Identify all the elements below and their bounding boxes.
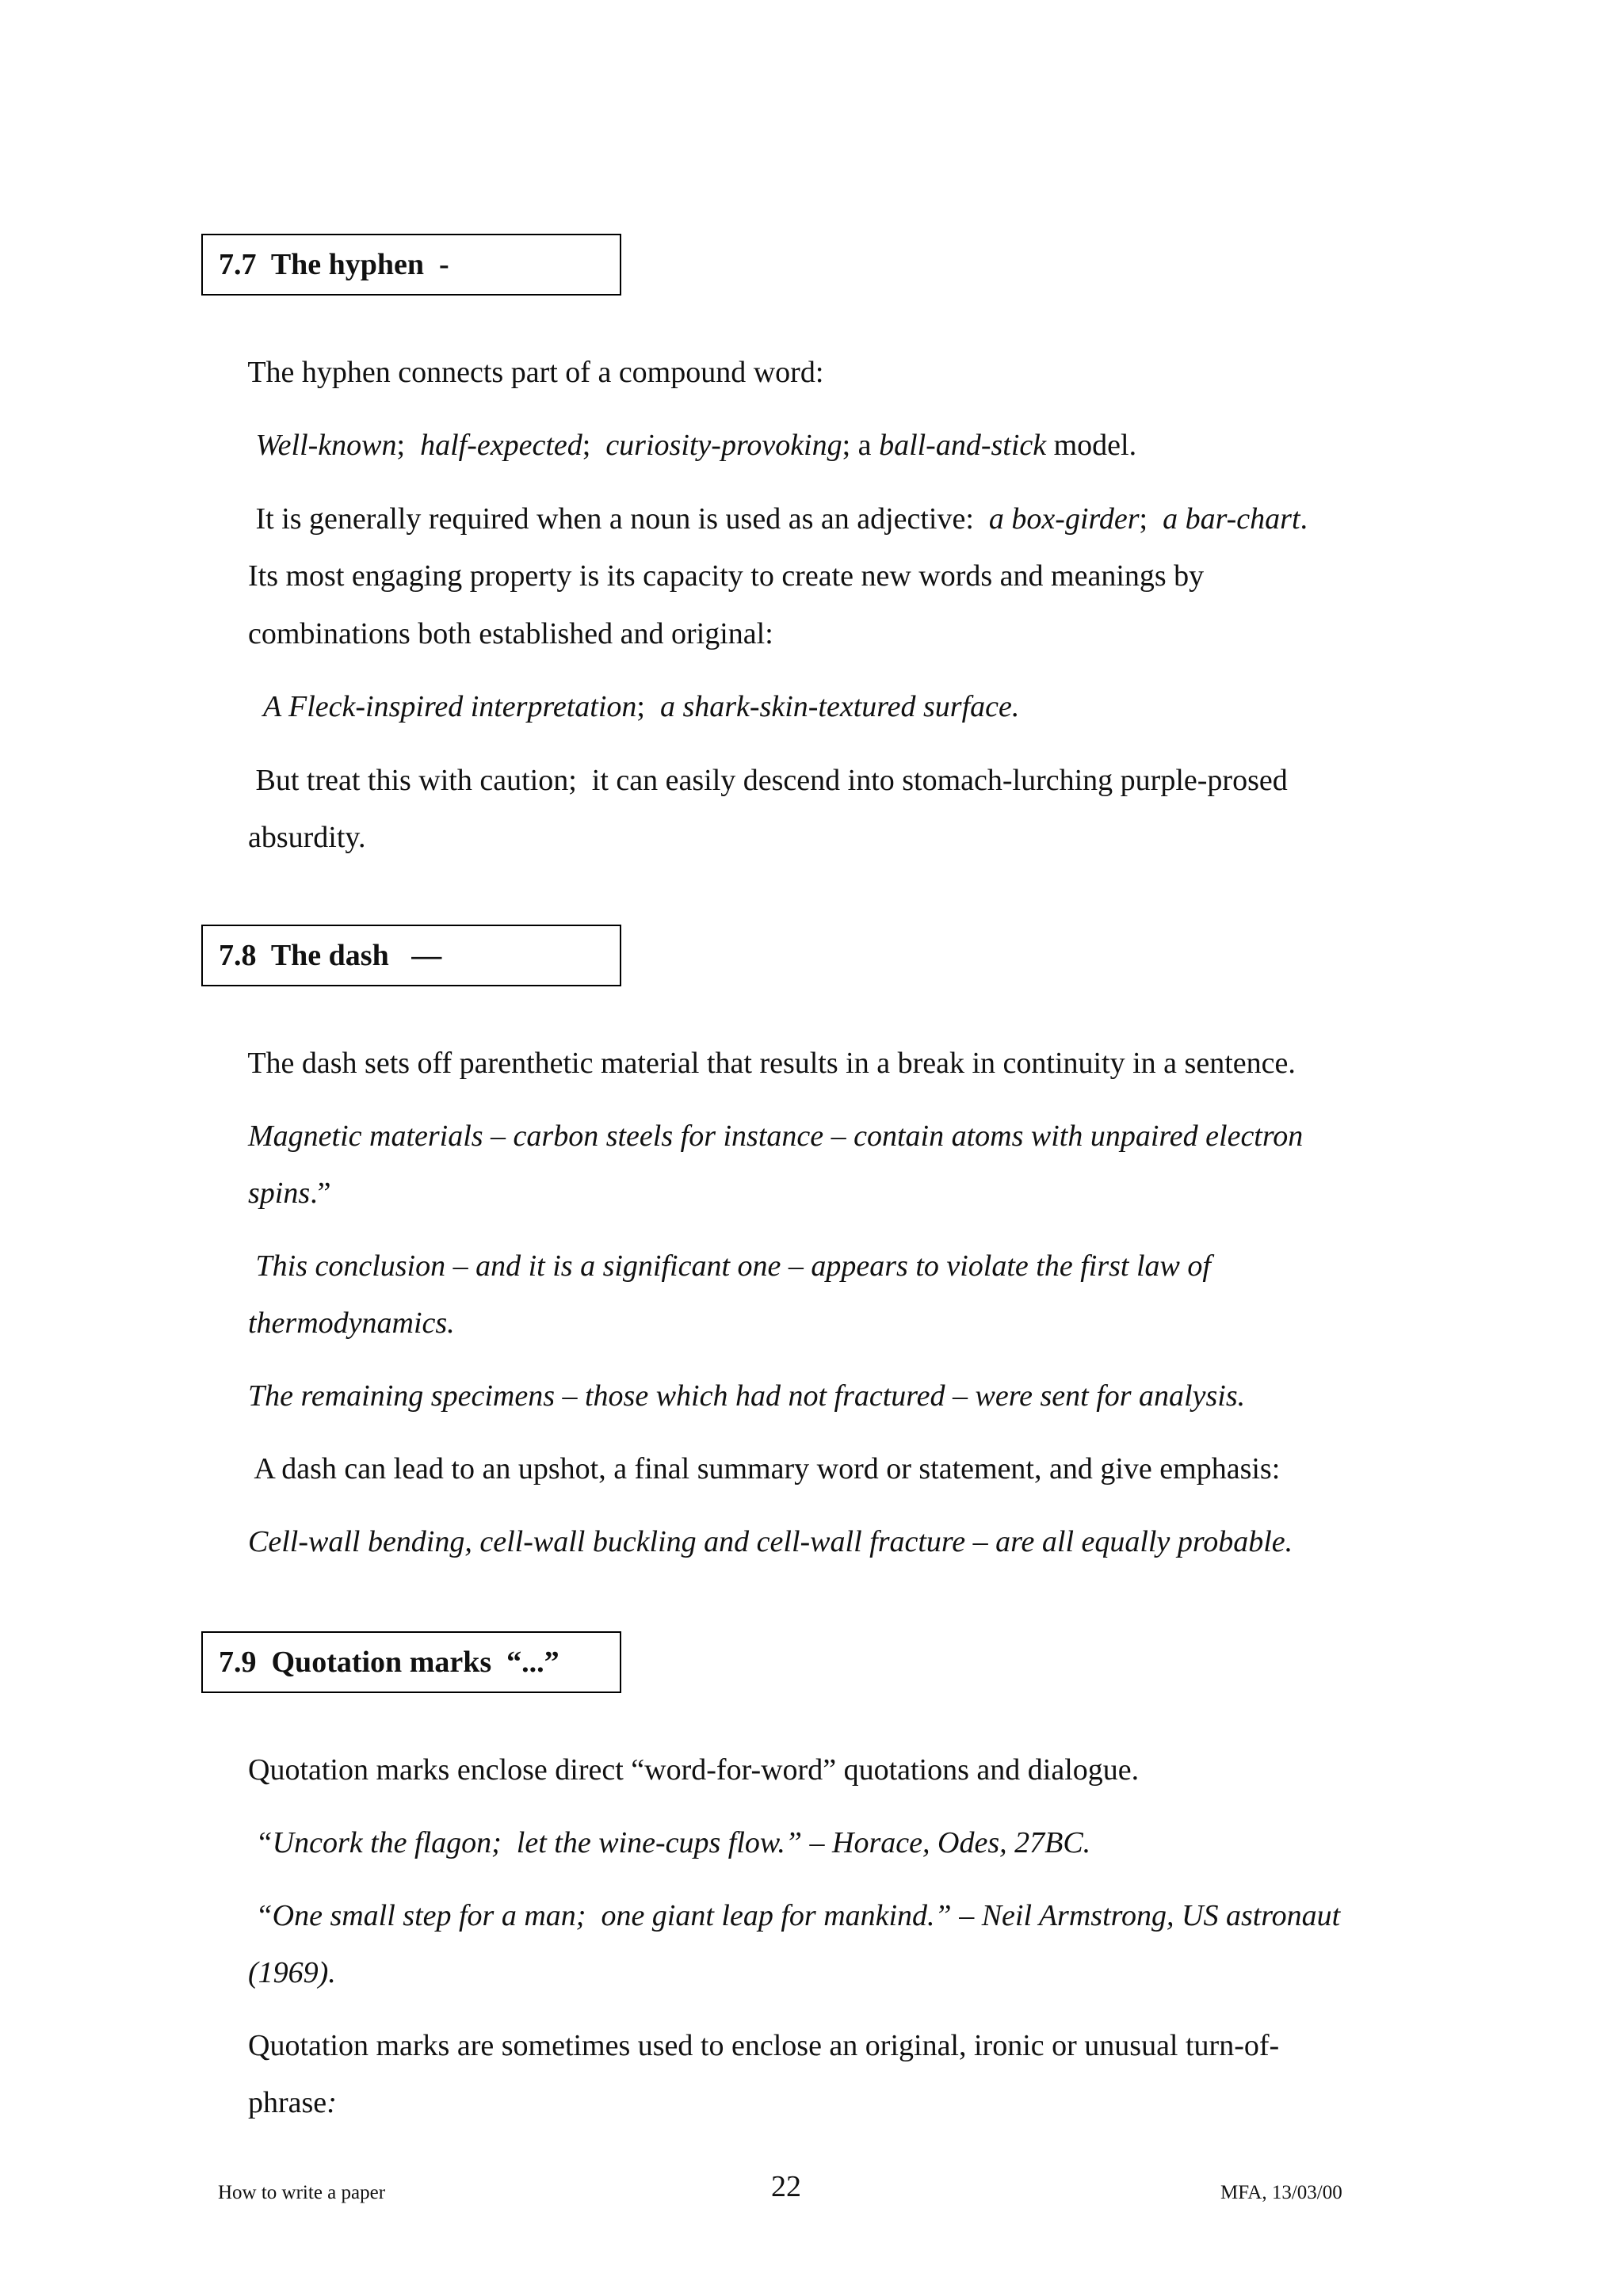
text-run: It is generally required when a noun is used as an adjective: (248, 502, 989, 536)
text-run: “Uncork the flagon; let the wine-cups flow.” – Horace, Odes, 27BC. (248, 1826, 1091, 1859)
paragraph-line (218, 1859, 1340, 1973)
paragraph-line (218, 2046, 337, 2160)
text-run: thermodynamics. (248, 1306, 455, 1340)
text-run: The remaining specimens – those which had not fractured – were sent for analysis. (248, 1379, 1246, 1413)
text-run: (1969). (248, 1956, 336, 1989)
text-run: a bar-chart (1163, 502, 1300, 536)
text-run: But treat this with caution; it can easily descend into stomach-lurching purple-prosed (248, 764, 1288, 797)
text-run: ; (582, 429, 606, 462)
text-run: The hyphen connects part of a compound word: (247, 356, 824, 389)
section-heading-hyphen: 7.7 The hyphen - (201, 234, 621, 296)
text-run: Quotation marks are sometimes used to enclose an original, ironic or unusual turn-of- (248, 2029, 1280, 2062)
text-run: half-expected (420, 429, 582, 462)
text-run: model. (1046, 429, 1137, 462)
text-run: ; a (842, 429, 880, 462)
text-run (248, 429, 256, 462)
paragraph-line (218, 1485, 1293, 1599)
text-run: Well-known (255, 429, 397, 462)
text-run: This conclusion – and it is a significant one – appears to violate the first law of (248, 1249, 1211, 1283)
footer-document-title: How to write a paper (218, 2182, 386, 2203)
footer-author-date: MFA, 13/03/00 (1220, 2182, 1342, 2203)
text-run (248, 690, 263, 723)
page-number: 22 (771, 2170, 801, 2203)
text-run: : (327, 2086, 337, 2119)
text-run: a box-girder (988, 502, 1140, 536)
text-run: Cell-wall bending, cell-wall buckling and cell-wall fracture – are all equally probable. (248, 1525, 1293, 1558)
paragraph-line (218, 1079, 1303, 1193)
text-run: Quotation marks enclose direct “word-for-word” quotations and dialogue. (248, 1753, 1140, 1787)
text-run: ; (1139, 502, 1163, 536)
section-heading-quotation-marks: 7.9 Quotation marks “...” (201, 1631, 621, 1693)
text-run: absurdity. (248, 821, 366, 854)
text-run: A Fleck-inspired interpretation (263, 690, 637, 723)
section-heading-dash: 7.8 The dash — (201, 925, 621, 986)
text-run: curiosity-provoking (605, 429, 842, 462)
text-run: ; (636, 690, 660, 723)
text-run: The dash sets off parenthetic material that results in a break in continuity in a sentence. (247, 1047, 1296, 1080)
text-run: Its most engaging property is its capacity to create new words and meanings by (248, 559, 1205, 593)
paragraph-line (218, 1989, 1279, 2103)
text-run: .” (310, 1177, 331, 1210)
text-run: phrase (248, 2086, 327, 2119)
paragraph-line (218, 780, 365, 894)
paragraph-line (218, 723, 1288, 837)
text-run: combinations both established and original: (248, 617, 773, 650)
text-run: . (1300, 502, 1308, 536)
text-run: a shark-skin-textured surface. (659, 690, 1020, 723)
text-run: A dash can lead to an upshot, a final summary word or statement, and give emphasis: (248, 1452, 1281, 1486)
text-run: ball-and-stick (879, 429, 1047, 462)
text-run: Magnetic materials – carbon steels for instance – contain atoms with unpaired electron (248, 1119, 1304, 1153)
text-run: ; (396, 429, 421, 462)
text-run: “One small step for a man; one giant leap for mankind.” – Neil Armstrong, US astronaut (248, 1899, 1341, 1932)
text-run: spins (248, 1177, 311, 1210)
